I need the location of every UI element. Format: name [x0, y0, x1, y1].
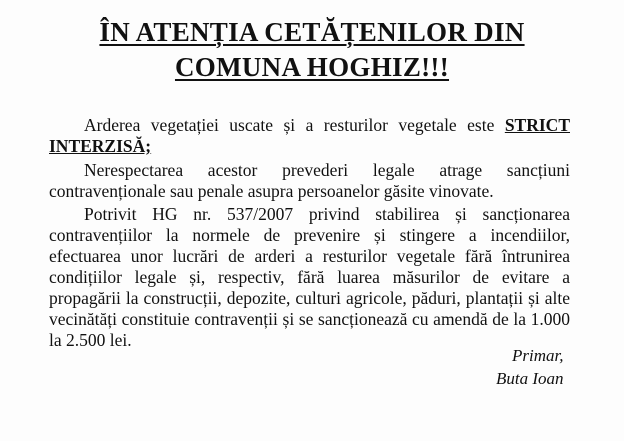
signature-name: Buta Ioan [496, 369, 564, 388]
paragraph-3-line-6: vecinătăți constituie contravenții și se sancționează cu amendă de la 1.000 [49, 309, 570, 329]
paragraph-1-line-1 [84, 115, 570, 135]
paragraph-1-text: Arderea vegetației uscate și a resturilor vegetale este [84, 115, 505, 135]
paragraph-3-line-2: contravențiilor la normele de prevenire și stingere a incendiilor, [49, 225, 570, 245]
signature-role: Primar, [512, 346, 564, 365]
paragraph-1-line-2 [49, 136, 151, 156]
paragraph-2-line-1: Nerespectarea acestor prevederi legale atrage sancțiuni [84, 160, 570, 180]
heading-line-2: COMUNA HOGHIZ!!! [174, 52, 450, 82]
paragraph-3-line-4: condițiilor legale și, respectiv, fără luarea măsurilor de evitare a [49, 267, 570, 287]
heading-line-1: ÎN ATENȚIA CETĂȚENILOR DIN [99, 17, 525, 47]
paragraph-3-line-1: Potrivit HG nr. 537/2007 privind stabilirea și sancționarea [84, 204, 570, 224]
paragraph-2-line-2: contravenționale sau penale asupra persoanelor găsite vinovate. [49, 181, 494, 201]
paragraph-3-line-3: efectuarea unor lucrări de arderi a resturilor vegetale fără întrunirea [49, 246, 570, 266]
paragraph-3-line-7: la 2.500 lei. [49, 330, 132, 350]
interzisa-emphasis: INTERZISĂ; [49, 136, 152, 156]
strict-emphasis: STRICT [504, 115, 570, 135]
paragraph-3-line-5: propagării la construcții, depozite, culturi agricole, păduri, plantații și alte [49, 288, 570, 308]
